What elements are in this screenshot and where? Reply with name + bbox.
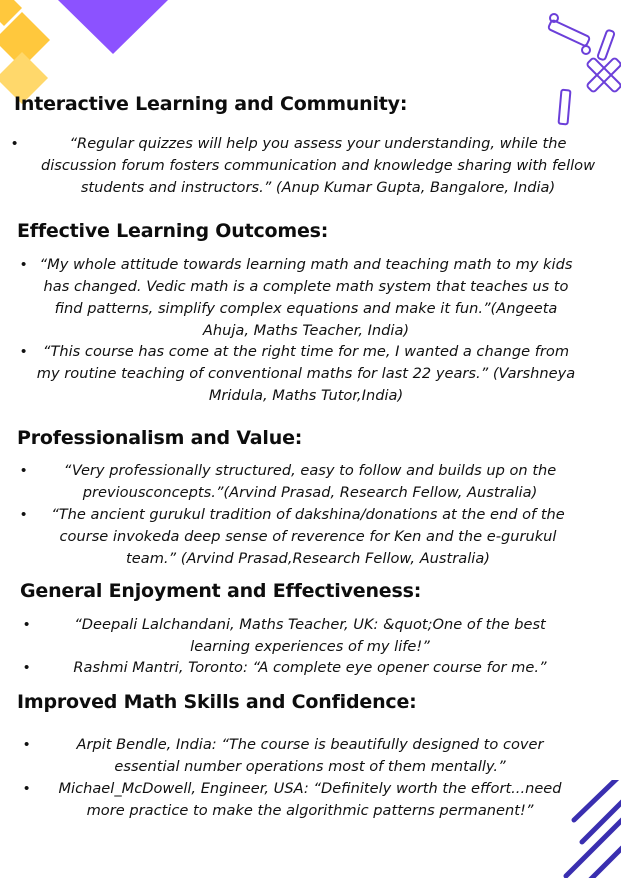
bullet-icon: • (24, 780, 30, 797)
bullet-icon: • (21, 462, 27, 479)
section-heading: Professionalism and Value: (17, 427, 303, 449)
section-heading: Interactive Learning and Community: (14, 93, 408, 115)
minus-icon (597, 30, 615, 61)
bar-icon (559, 90, 571, 125)
bullet-icon: • (24, 616, 30, 633)
testimonial-quote: “This course has come at the right time for me, I wanted a change from my routine teaching of conventional maths for last 22 years.” (Varshneya Mridula, Maths Tutor,India) (36, 343, 576, 404)
testimonial-quote: Michael_McDowell, Engineer, USA: “Definitely worth the effort...need more practice to make the algorithmic patterns permanent!” (58, 780, 562, 819)
bullet-icon: • (21, 506, 27, 523)
purple-triangle-shape (58, 0, 168, 54)
math-symbols-decoration (540, 10, 621, 130)
section-heading: Effective Learning Outcomes: (17, 220, 329, 242)
division-icon (548, 14, 590, 54)
testimonial-quote: “Deepali Lalchandani, Maths Teacher, UK: &quot;One of the best learning experiences of my life!” (74, 616, 546, 655)
section-heading: General Enjoyment and Effectiveness: (20, 580, 422, 602)
bullet-icon: • (21, 256, 27, 273)
testimonial-quote: “The ancient gurukul tradition of dakshina/donations at the end of the course invokeda deep sense of reverence for Ken and the e-gurukul team.” (Arvind Prasad,Research Fellow, Australia) (51, 506, 565, 567)
bullet-icon: • (24, 659, 30, 676)
bullet-icon: • (24, 736, 30, 753)
testimonial-quote: Arpit Bendle, India: “The course is beautifully designed to cover essential number operations most of them mentally.” (76, 736, 544, 775)
bullet-icon: • (12, 135, 18, 152)
section-heading: Improved Math Skills and Confidence: (17, 691, 417, 713)
testimonial-quote: “My whole attitude towards learning math and teaching math to my kids has changed. Vedic math is a complete math system that teaches us to find patterns, simplify complex equations and make it fun.”(Angeeta Ahuja, Maths Teacher, India) (39, 256, 573, 339)
testimonial-quote: “Very professionally structured, easy to follow and builds up on the previousconcepts.”(Arvind Prasad, Research Fellow, Australia) (63, 462, 557, 501)
testimonial-quote: “Regular quizzes will help you assess your understanding, while the discussion forum fosters communication and knowledge sharing with fellow students and instructors.” (Anup Kumar Gupta, Bangalore, India) (40, 135, 596, 196)
testimonial-quote: Rashmi Mantri, Toronto: “A complete eye opener course for me.” (73, 659, 547, 676)
multiply-icon (586, 57, 621, 92)
bullet-icon: • (21, 343, 27, 360)
